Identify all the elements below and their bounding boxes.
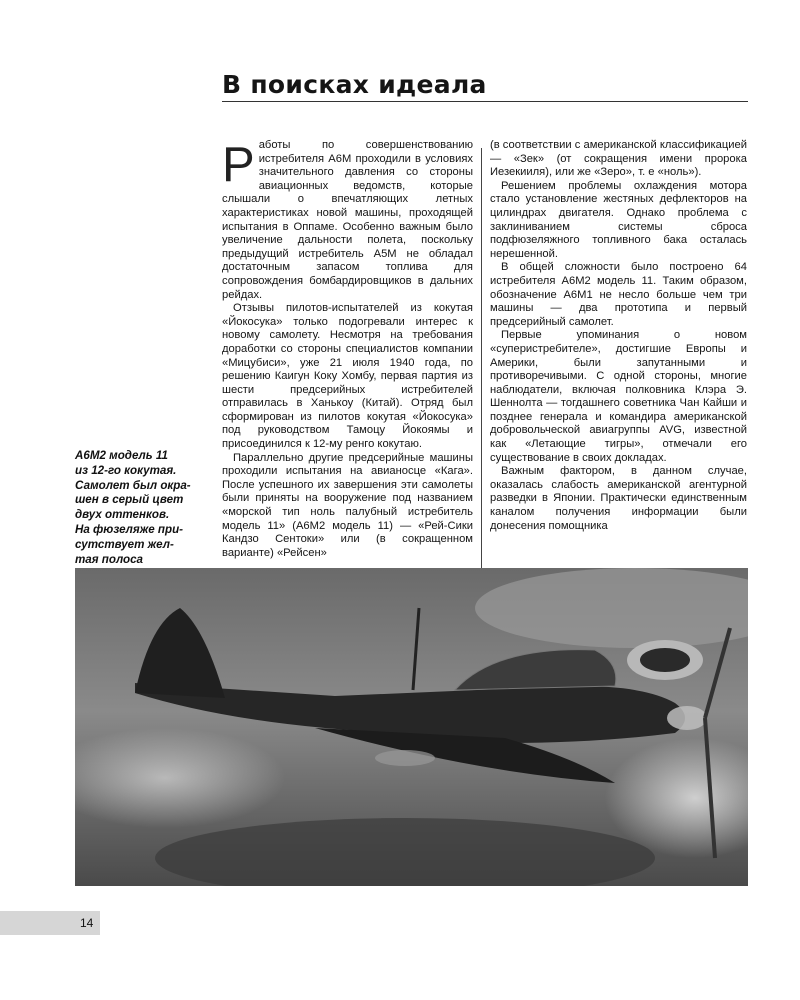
article-column-1 [222, 139, 473, 560]
paragraph: Отзывы пилотов-испытателей из кокутая «Йокосука» только подогревали интерес к новому самолету. Несмотря на требования доработки со стороны специалистов компании «Мицубиси», уже 21 июля 1940 года, по решению Каигун Коку Хомбу, первая партия из шести предсерийных истребителей отправилась в Ханькоу (Китай). Отряд был сформирован из пилотов кокутая «Йокосука» под руководством Тамоцу Йокоямы и присоединился к 12-му ренго кокутаю. [222, 302, 473, 451]
paragraph: Важным фактором, в данном случае, оказалась слабость американской агентурной разведки в Японии. Практически единственным каналом получения информации были донесения помощника [490, 465, 747, 532]
paragraph: В общей сложности было построено 64 истребителя А6М2 модель 11. Таким образом, обозначение А6М1 не несло больше чем три машины — два прототипа и первый предсерийный самолет. [490, 261, 747, 328]
page-title: В поисках идеала [222, 70, 487, 99]
drop-cap: Р [222, 138, 255, 192]
page-number: 14 [80, 916, 94, 930]
article-column-2 [490, 139, 747, 533]
paragraph: (в соответствии с американской классификацией — «Зек» (от сокращения имени пророка Иезекииля), или же «Зеро», т. е «ноль»). [490, 139, 747, 179]
paragraph: Решением проблемы охлаждения мотора стало установление жестяных дефлекторов на цилиндрах двигателя. Однако проблема с заклиниванием системы сброса подфюзеляжного топливного бака осталась нерешенной. [490, 179, 747, 260]
paragraph: Работы по совершенствованию истребителя А6М проходили в условиях значительного давления со стороны авиационных ведомств, которые слышали о впечатляющих летных характеристиках новой машины, проходящей испытания в Оппаме. Особенно важным было увеличение дальности полета, поскольку предыдущий истребитель А5М не обладал достаточным запасом топлива для сопровождения бомбардировщиков в дальних рейдах. [222, 138, 473, 301]
paragraph: Параллельно другие предсерийные машины проходили испытания на авианосце «Кага». После успешного их завершения эти самолеты были приняты на вооружение под названием «морской тип ноль палубный истребитель модель 11» (А6М2 модель 11) — «Рей-Сики Кандзо Сентоки» или (в сокращенном варианте) «Рейсен» [222, 451, 473, 559]
column-divider [481, 148, 482, 580]
aircraft-photo-image [75, 568, 748, 886]
title-rule [222, 101, 748, 102]
paragraph: Первые упоминания о новом «суперистребителе», достигшие Европы и Америки, были запутанными и противоречивыми. С одной стороны, многие наблюдатели, включая полковника Клэра Э. Шеннолта — тогдашнего советника Чан Кайши и позднее генерала и командира американской добровольческой авиагруппы AVG, известной как «Летающие тигры», отмечали его существование в своих докладах. [490, 329, 747, 464]
photo-caption: А6М2 модель 11 из 12-го кокутая. Самолет был окра- шен в серый цвет двух оттенков. На фюзеляже при- сутствует жел- тая полоса [75, 449, 191, 566]
aircraft-photo [75, 568, 748, 886]
